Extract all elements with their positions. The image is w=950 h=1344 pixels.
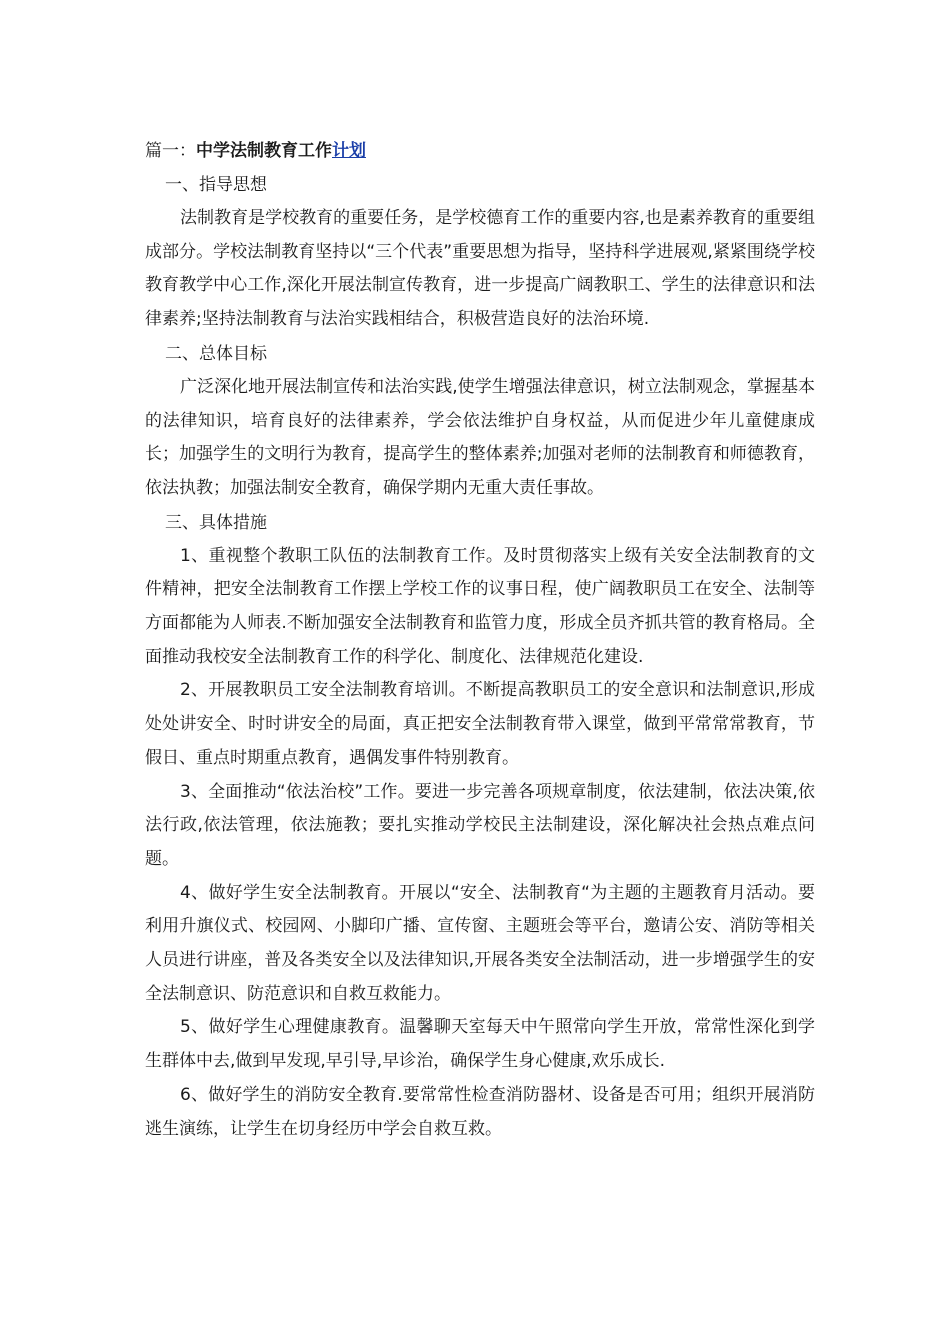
title-prefix: 篇一：: [145, 141, 196, 161]
paragraph: 4、做好学生安全法制教育。开展以“安全、法制教育“为主题的主题教育月活动。要利用升旗仪式、校园网、小脚印广播、宣传窗、主题班会等平台，邀请公安、消防等相关人员进行讲座，普及各类安全以及法律知识,开展各类安全法制活动，进一步增强学生的安全法制意识、防范意识和自救互救能力。: [145, 882, 815, 1004]
document-body: [145, 134, 815, 1146]
paragraph: 5、做好学生心理健康教育。温馨聊天室每天中午照常向学生开放，常常性深化到学生群体中去,做到早发现,早引导,早诊治，确保学生身心健康,欢乐成长.: [145, 1017, 815, 1072]
paragraph: 广泛深化地开展法制宣传和法治实践,使学生增强法律意识，树立法制观念，掌握基本的法律知识，培育良好的法律素养，学会依法维护自身权益，从而促进少年儿童健康成长；加强学生的文明行为教育，提高学生的整体素养;加强对老师的法制教育和师德教育，依法执教；加强法制安全教育，确保学期内无重大责任事故。: [145, 376, 815, 498]
title-main: 中学法制教育工作: [196, 141, 332, 161]
section-heading-specific-measures: 三、具体措施: [165, 512, 267, 533]
paragraph: 2、开展教职员工安全法制教育培训。不断提高教职员工的安全意识和法制意识,形成处处讲安全、时时讲安全的局面，真正把安全法制教育带入课堂，做到平常常常教育，节假日、重点时期重点教育，遇偶发事件特别教育。: [145, 680, 815, 768]
document-title: [145, 134, 815, 168]
paragraph: 法制教育是学校教育的重要任务，是学校德育工作的重要内容,也是素养教育的重要组成部分。学校法制教育坚持以“三个代表”重要思想为指导，坚持科学进展观,紧紧围绕学校教育教学中心工作,深化开展法制宣传教育，进一步提高广阔教职工、学生的法律意识和法律素养;坚持法制教育与法治实践相结合，积极营造良好的法治环境.: [145, 208, 815, 330]
section-heading-overall-goals: 二、总体目标: [165, 343, 267, 364]
paragraph: 3、全面推动“依法治校”工作。要进一步完善各项规章制度，依法建制，依法决策,依法行政,依法管理，依法施教；要扎实推动学校民主法制建设，深化解决社会热点难点问题。: [145, 781, 815, 869]
paragraph: 1、重视整个教职工队伍的法制教育工作。及时贯彻落实上级有关安全法制教育的文件精神，把安全法制教育工作摆上学校工作的议事日程，使广阔教职员工在安全、法制等方面都能为人师表.不断加强安全法制教育和监管力度，形成全员齐抓共管的教育格局。全面推动我校安全法制教育工作的科学化、制度化、法律规范化建设.: [145, 545, 815, 667]
title-link[interactable]: 计划: [332, 141, 366, 161]
paragraph: 6、做好学生的消防安全教育.要常常性检查消防器材、设备是否可用；组织开展消防逃生演练，让学生在切身经历中学会自救互救。: [145, 1084, 815, 1139]
section-heading-guiding-ideology: 一、指导思想: [165, 175, 267, 195]
